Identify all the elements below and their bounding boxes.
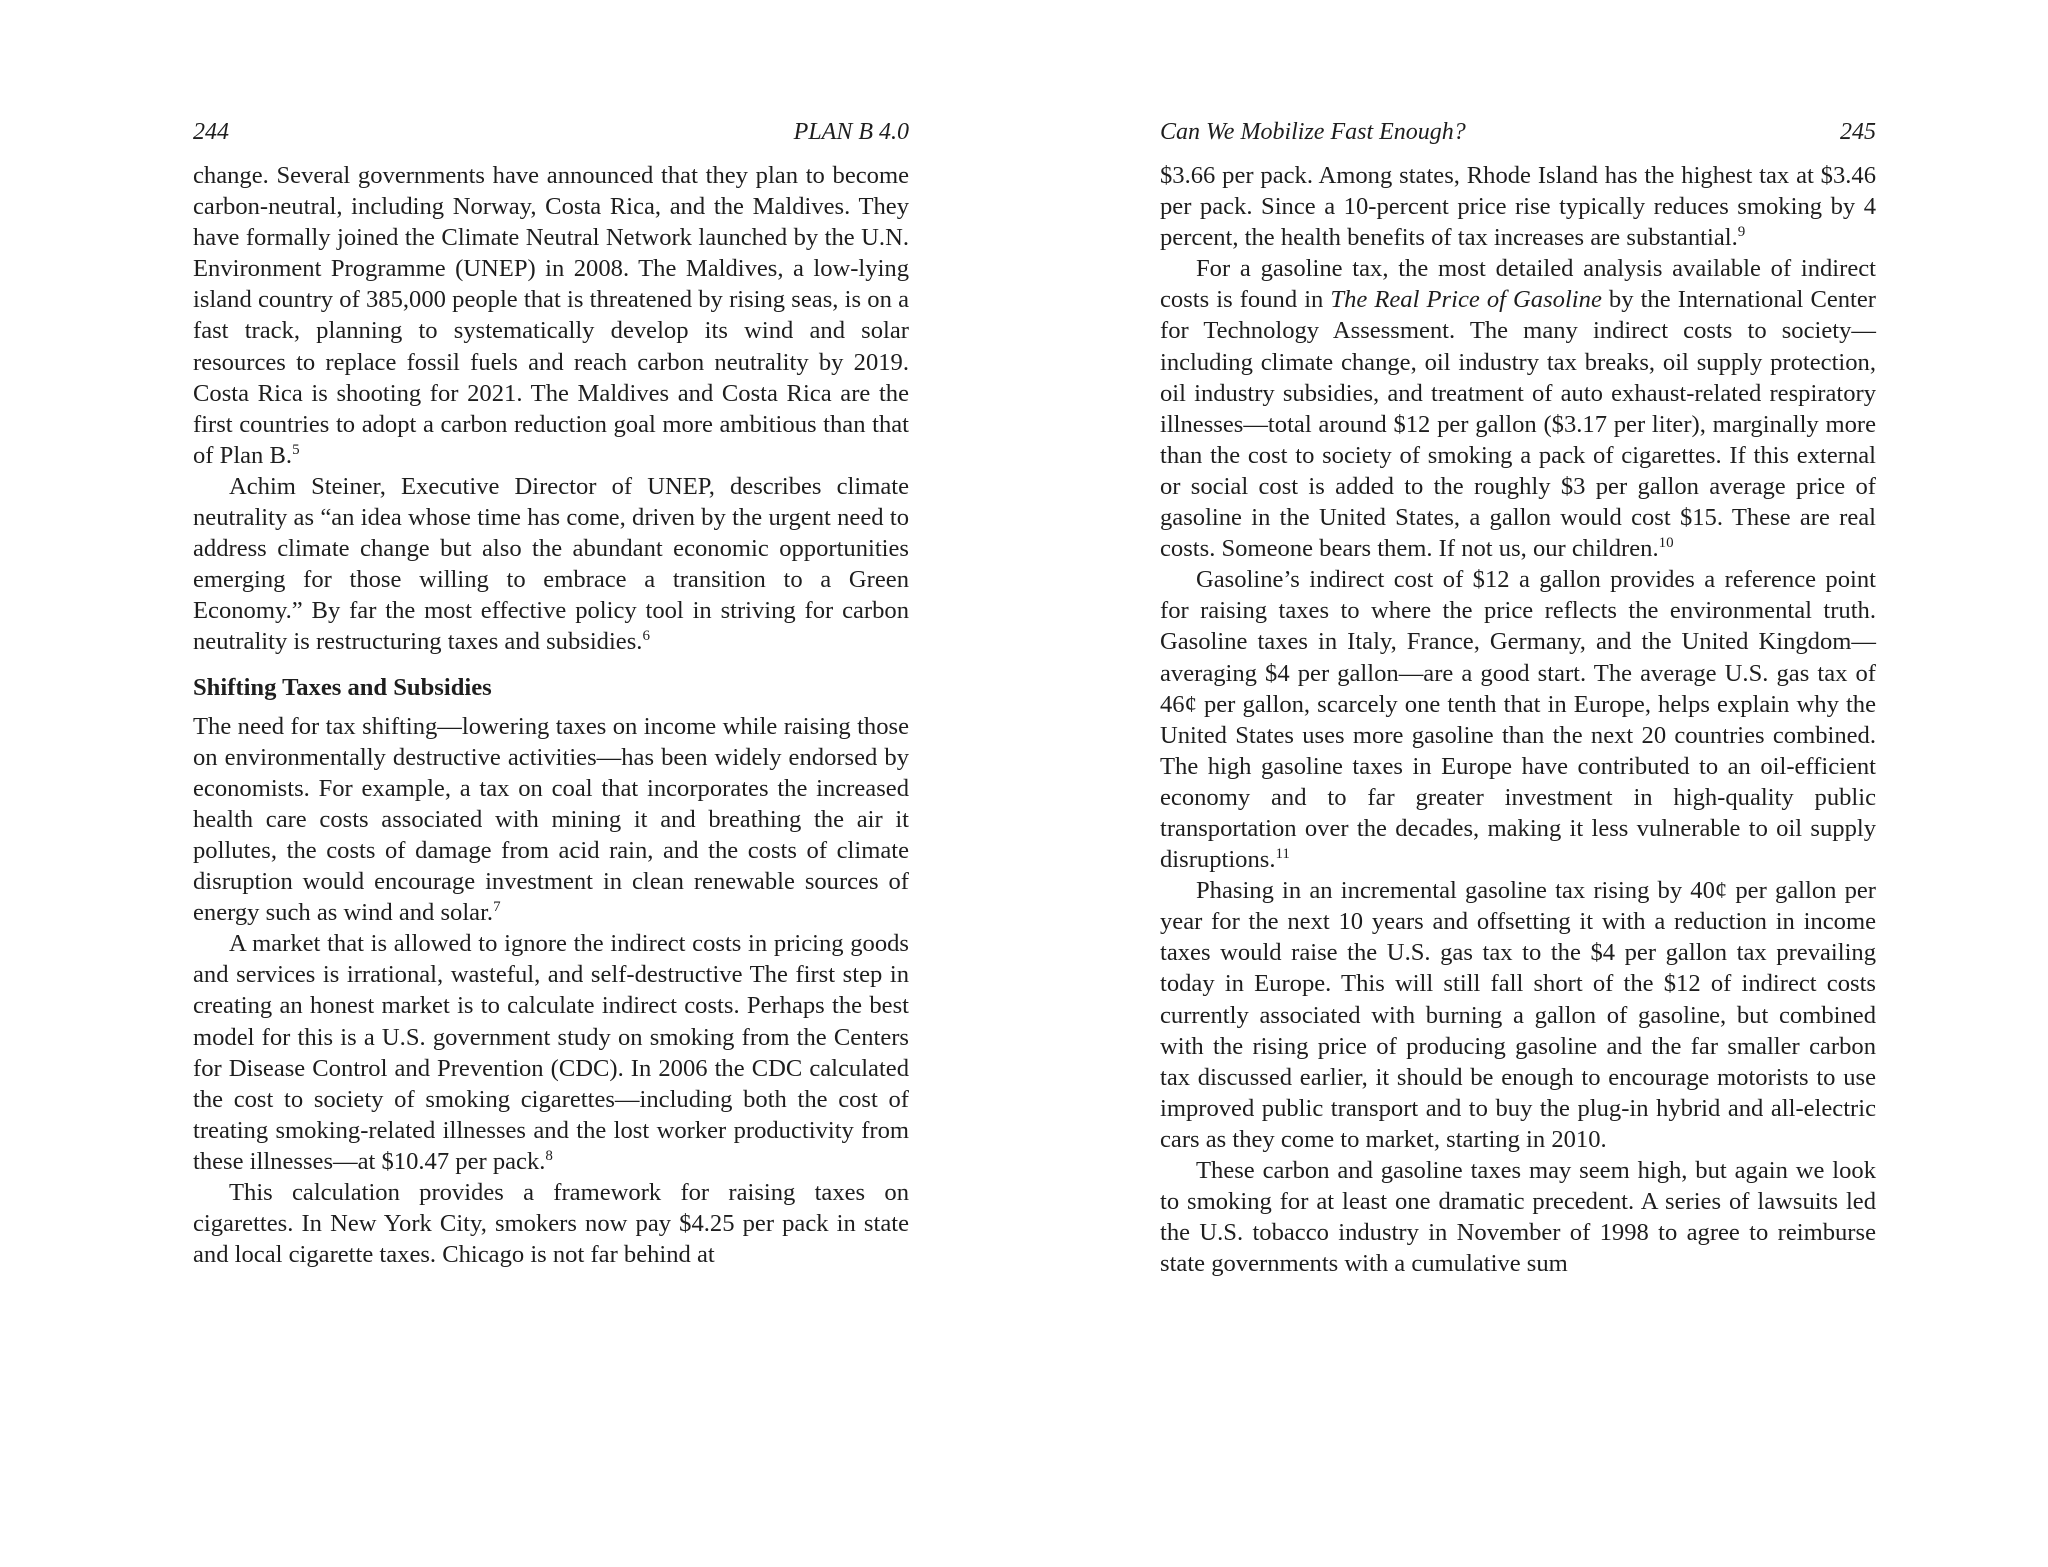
footnote-marker: 6 [642,628,650,645]
book-title: The Real Price of Gasoline [1330,286,1602,314]
page-number: 244 [193,119,229,145]
section-heading: Shifting Taxes and Subsidies [193,673,492,701]
page-number: 245 [1840,119,1876,145]
footnote-marker: 11 [1275,845,1290,862]
footnote-marker: 5 [292,441,300,458]
paragraph: $3.66 per pack. Among states, Rhode Island has the highest tax at $3.46 per pack. Since a 10-percent price rise typically reduces smoking by 4 percent, the health benefits of tax increases are substantial.$^9$ [1160,162,1876,252]
paragraph: Gasoline’s indirect cost of $12 a gallon provides a reference point for raising taxes to where the price reflects the environmental truth. Gasoline taxes in Italy, France, Germany, and the United Kingdom—averaging $4 per gallon—are a good start. The average U.S. gas tax of 46¢ per gallon, scarcely one tenth that in Europe, helps explain why the United States uses more gasoline than the next 20 countries combined. The high gasoline taxes in Europe have contributed to an oil-efficient economy and to far greater investment in high-quality public transportation over the decades, making it less vulnerable to oil supply disruptions.$^{11}$ [1160,566,1876,874]
paragraph: Phasing in an incremental gasoline tax rising by 40¢ per gallon per year for the next 10 years and offsetting it with a reduction in income taxes would raise the U.S. gas tax to the $4 per gallon tax prevailing today in Europe. This will still fall short of the $12 of indirect costs currently associated with burning a gallon of gasoline, but combined with the rising price of producing gasoline and the far smaller carbon tax discussed earlier, it should be enough to encourage motorists to use improved public transport and to buy the plug-in hybrid and all-electric cars as they come to market, starting in 2010. [1160,877,1876,1153]
paragraph: These carbon and gasoline taxes may seem high, but again we look to smoking for at least one dramatic precedent. A series of lawsuits led the U.S. tobacco industry in November of 1998 to agree to reimburse state governments with a cumulative sum [1160,1157,1876,1278]
paragraph: The need for tax shifting—lowering taxes on income while raising those on environmentally destructive activities—has been widely endorsed by economists. For example, a tax on coal that incorporates the increased health care costs associated with mining it and breathing the air it pollutes, the costs of damage from acid rain, and the costs of climate disruption would encourage investment in clean renewable sources of energy such as wind and solar.$^7$ [193,712,909,927]
footnote-marker: 8 [545,1147,553,1164]
running-title: PLAN B 4.0 [793,119,909,145]
left-body-text [193,160,909,1270]
paragraph: Achim Steiner, Executive Director of UNEP, describes climate neutrality as “an idea whose time has come, driven by the urgent need to address climate change but also the abundant economic opportunities emerging for those willing to embrace a transition to a Green Economy.” By far the most effective policy tool in striving for carbon neutrality is restructuring taxes and subsidies.$^6$ [193,472,909,656]
paragraph: This calculation provides a framework for raising taxes on cigarettes. In New York City, smokers now pay $4.25 per pack in state and local cigarette taxes. Chicago is not far behind at [193,1179,909,1269]
left-running-head [193,115,909,149]
paragraph: change. Several governments have announced that they plan to become carbon-neutral, including Norway, Costa Rica, and the Maldives. They have formally joined the Climate Neutral Network launched by the U.N. Environment Programme (UNEP) in 2008. The Maldives, a low-lying island country of 385,000 people that is threatened by rising seas, is on a fast track, planning to systematically develop its wind and solar resources to replace fossil fuels and reach carbon neutrality by 2019. Costa Rica is shooting for 2021. The Maldives and Costa Rica are the first countries to adopt a carbon reduction goal more ambitious than that of Plan B.$^5$ [193,162,909,469]
paragraph: For a gasoline tax, the most detailed analysis available of indirect costs is found in The Real Price of Gasoline by the International Center for Technology Assessment. The many indirect costs to society—including climate change, oil industry tax breaks, oil supply protection, oil industry subsidies, and treatment of auto exhaust-related respiratory illnesses—total around $12 per gallon ($3.17 per liter), marginally more than the cost to society of smoking a pack of cigarettes. If this external or social cost is added to the roughly $3 per gallon average price of gasoline in the United States, a gallon would cost $15. These are real costs. Someone bears them. If not us, our children.$^{10}$ [1160,255,1876,563]
running-title: Can We Mobilize Fast Enough? [1160,119,1466,145]
paragraph: A market that is allowed to ignore the indirect costs in pricing goods and services is irrational, wasteful, and self-destructive The first step in creating an honest market is to calculate indirect costs. Perhaps the best model for this is a U.S. government study on smoking from the Centers for Disease Control and Prevention (CDC). In 2006 the CDC calculated the cost to society of smoking cigarettes—including both the cost of treating smoking-related illnesses and the lost worker productivity from these illnesses—at $10.47 per pack.$^8$ [193,930,909,1175]
right-body-text [1160,160,1876,1279]
footnote-marker: 7 [493,898,501,915]
footnote-marker: 10 [1658,534,1674,551]
right-running-head [1160,115,1876,149]
footnote-marker: 9 [1737,224,1746,240]
